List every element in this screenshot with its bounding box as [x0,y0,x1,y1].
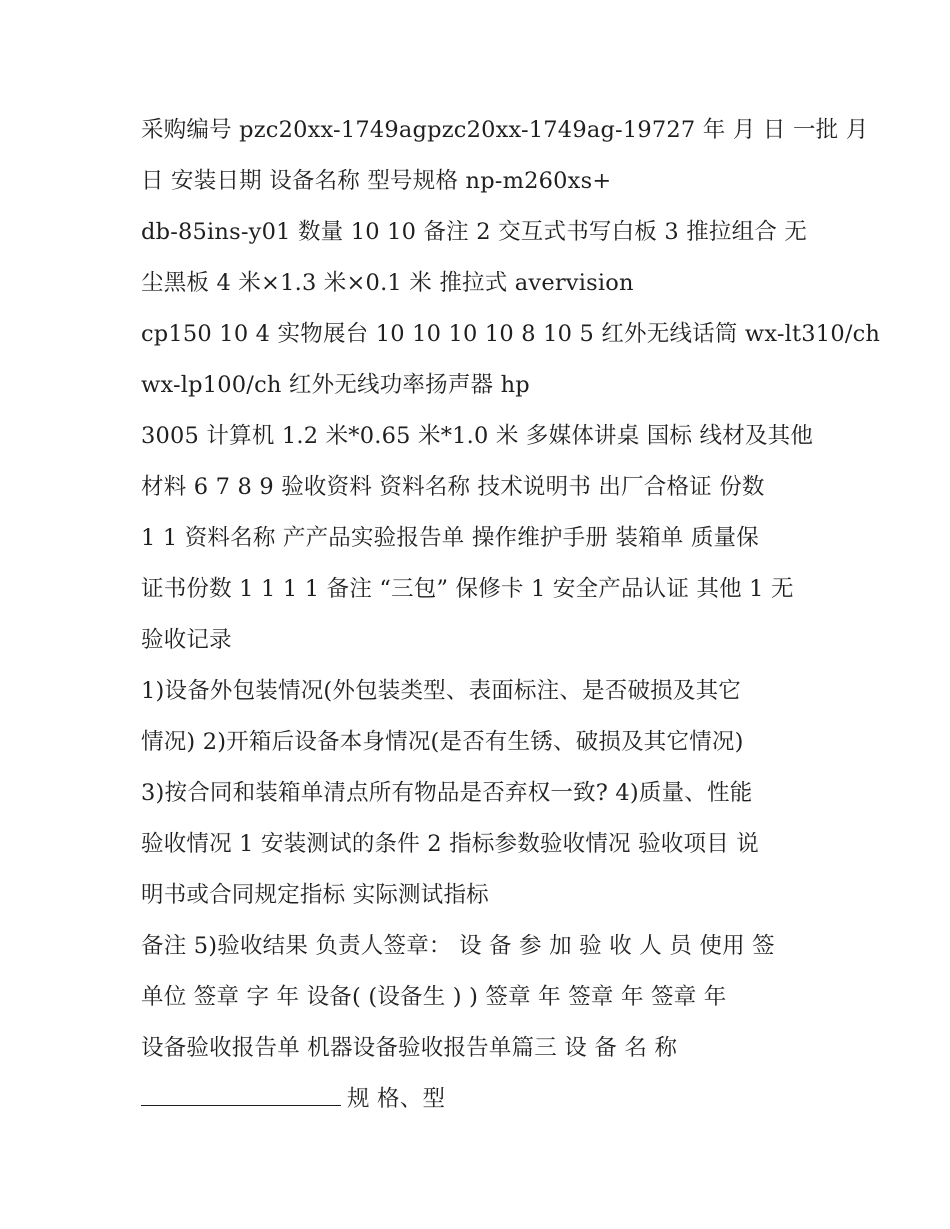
text-line: 验收记录 [141,627,232,653]
text-line: 情况) 2)开箱后设备本身情况(是否有生锈、破损及其它情况) [141,729,744,755]
text-line: 1 1 资料名称 产产品实验报告单 操作维护手册 装箱单 质量保 [141,525,759,551]
text-line: 备注 5)验收结果 负责人签章： 设 备 参 加 验 收 人 员 使用 签 [141,933,775,959]
text-line: 采购编号 pzc20xx-1749agpzc20xx-1749ag-19727 年 月 日 一批 月 [141,117,869,143]
text-line: 3005 计算机 1.2 米*0.65 米*1.0 米 多媒体讲桌 国标 线材及其他 [141,423,814,449]
text-line: 1)设备外包装情况(外包装类型、表面标注、是否破损及其它 [141,678,741,704]
text-line: 尘黑板 4 米×1.3 米×0.1 米 推拉式 avervision [141,270,634,296]
text-line: 材料 6 7 8 9 验收资料 资料名称 技术说明书 出厂合格证 份数 [141,474,765,500]
document-body [141,108,881,1128]
text-line: 单位 签章 字 年 设备( (设备生 ) ) 签章 年 签章 年 签章 年 [141,984,727,1010]
text-line: wx-lp100/ch 红外无线功率扬声器 hp [141,372,530,398]
text-line: 明书或合同规定指标 实际测试指标 [141,882,489,908]
text-line: 验收情况 1 安装测试的条件 2 指标参数验收情况 验收项目 说 [141,831,759,857]
fill-in-blank-underline [141,1081,341,1106]
text-line: db-85ins-y01 数量 10 10 备注 2 交互式书写白板 3 推拉组合 无 [141,219,808,245]
text-line: cp150 10 4 实物展台 10 10 10 10 8 10 5 红外无线话筒 wx-lt310/ch [141,321,881,347]
text-line: 证书份数 1 1 1 1 备注 “三包” 保修卡 1 安全产品认证 其他 1 无 [141,576,794,602]
text-line: 设备验收报告单 机器设备验收报告单篇三 设 备 名 称 [141,1035,678,1061]
text-line: 日 安装日期 设备名称 型号规格 np-m260xs+ [141,168,612,194]
last-line-label: 规 格、型 [347,1086,446,1112]
last-text-line [141,1077,821,1128]
text-line: 3)按合同和装箱单清点所有物品是否弃权一致? 4)质量、性能 [141,780,753,806]
